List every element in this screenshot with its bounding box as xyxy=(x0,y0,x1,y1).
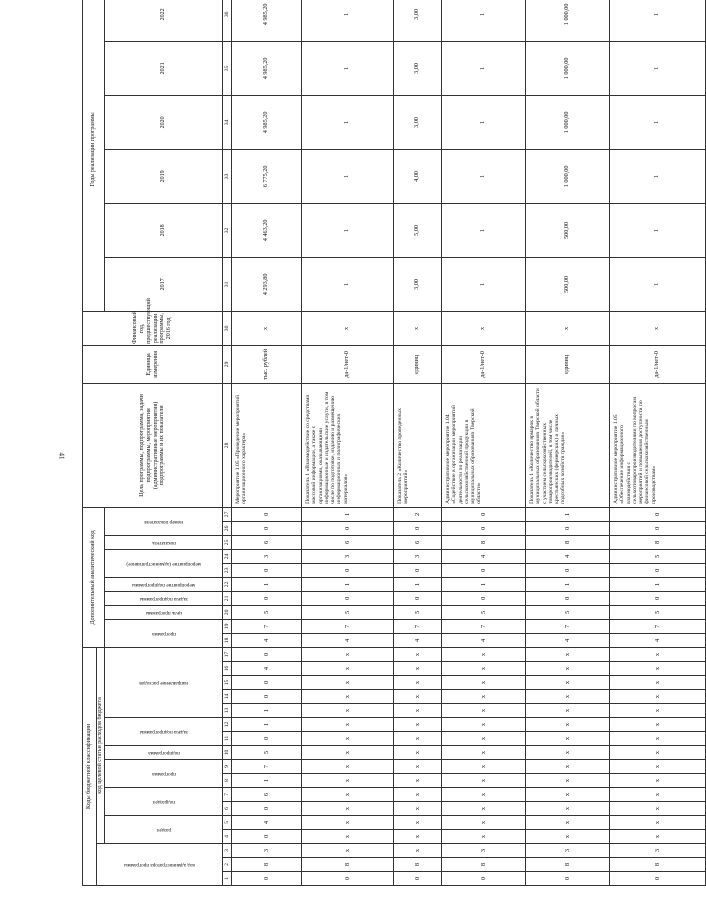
code-digit: 4 xyxy=(394,633,442,647)
code-digit: 0 xyxy=(394,591,442,605)
code-digit: х xyxy=(302,704,394,718)
row-fin-year: х xyxy=(526,311,610,345)
code-digit: х xyxy=(394,844,442,858)
code-digit: х xyxy=(526,690,610,704)
task-header: задача подпрограммы xyxy=(105,718,223,746)
code-digit: х xyxy=(394,760,442,774)
column-number: 36 xyxy=(223,0,232,41)
code-digit: 0 xyxy=(232,676,302,690)
code-digit: х xyxy=(526,647,610,661)
code-digit: 7 xyxy=(394,619,442,633)
column-number: 30 xyxy=(223,311,232,345)
code-digit: 3 xyxy=(232,549,302,563)
code-digit: х xyxy=(394,816,442,830)
row-unit: да-1/нет-0 xyxy=(610,345,706,383)
column-number: 21 xyxy=(223,591,232,605)
code-digit: 4 xyxy=(232,662,302,676)
code-digit: 0 xyxy=(232,507,302,521)
code-digit: х xyxy=(394,746,442,760)
rotated-scan-page xyxy=(82,3,662,886)
row-description: Показатель 1 «Количество ярмарок в муниципальных образованиях Тверской области с участием сельскохозяйственных товаропроизводителей, в том числе крестьянских (фермерских) и личных подсобных хозяйств граждан» xyxy=(526,383,610,507)
column-number: 4 xyxy=(223,830,232,844)
code-digit: 8 xyxy=(442,535,526,549)
code-digit: 4 xyxy=(526,633,610,647)
column-number: 24 xyxy=(223,549,232,563)
row-year-value: 1 xyxy=(610,95,706,149)
row-fin-year: х xyxy=(610,311,706,345)
code-digit: 5 xyxy=(302,605,394,619)
code-digit: х xyxy=(610,774,706,788)
column-number: 16 xyxy=(223,662,232,676)
code-digit: 0 xyxy=(232,872,302,886)
code-digit: х xyxy=(442,647,526,661)
year-header: 2018 xyxy=(105,203,223,257)
column-number: 25 xyxy=(223,535,232,549)
year-header: 2021 xyxy=(105,41,223,95)
an-event-header: мероприятие подпрограммы xyxy=(105,577,223,591)
code-digit: 0 xyxy=(442,521,526,535)
table-row xyxy=(610,0,706,886)
row-year-value: 3,00 xyxy=(394,257,442,311)
code-digit: х xyxy=(302,802,394,816)
row-year-value: 1 xyxy=(442,203,526,257)
code-digit: х xyxy=(442,704,526,718)
table-row xyxy=(442,0,526,886)
code-digit: 3 xyxy=(302,549,394,563)
code-digit: 4 xyxy=(232,816,302,830)
column-number: 32 xyxy=(223,203,232,257)
unit-header: Единица измерения xyxy=(83,345,223,383)
row-year-value: 1 xyxy=(610,257,706,311)
code-digit: 0 xyxy=(232,521,302,535)
code-digit: 0 xyxy=(526,563,610,577)
row-year-value: 500,00 xyxy=(526,257,610,311)
code-digit: х xyxy=(394,676,442,690)
row-year-value: 1 xyxy=(610,149,706,203)
code-digit: 4 xyxy=(232,633,302,647)
code-digit: 1 xyxy=(232,774,302,788)
target-item-header: код целевой статьи расходов бюджета xyxy=(97,647,105,843)
code-digit: х xyxy=(526,774,610,788)
code-digit: х xyxy=(442,816,526,830)
column-number: 22 xyxy=(223,577,232,591)
row-year-value: 5,00 xyxy=(394,203,442,257)
code-digit: 5 xyxy=(232,746,302,760)
row-year-value: 1 xyxy=(302,95,394,149)
code-digit: х xyxy=(526,746,610,760)
code-digit: 0 xyxy=(232,830,302,844)
code-digit: 0 xyxy=(442,507,526,521)
code-digit: х xyxy=(394,662,442,676)
row-year-value: 4 985,20 xyxy=(232,41,302,95)
code-digit: 1 xyxy=(526,577,610,591)
column-number: 11 xyxy=(223,732,232,746)
row-year-value: 1 xyxy=(442,41,526,95)
row-year-value: 1 xyxy=(302,203,394,257)
column-number: 23 xyxy=(223,563,232,577)
an-indicator-num-header: номер показателя xyxy=(105,507,223,535)
code-digit: х xyxy=(610,746,706,760)
row-year-value: 1 xyxy=(442,95,526,149)
year-header: 2017 xyxy=(105,257,223,311)
code-digit: 8 xyxy=(526,535,610,549)
code-digit: 1 xyxy=(394,577,442,591)
code-digit: 0 xyxy=(610,521,706,535)
code-digit: 7 xyxy=(232,619,302,633)
code-digit: 8 xyxy=(394,858,442,872)
code-digit: 1 xyxy=(610,577,706,591)
code-digit: х xyxy=(302,746,394,760)
code-digit: х xyxy=(302,718,394,732)
code-digit: 3 xyxy=(394,549,442,563)
row-year-value: 3,00 xyxy=(394,95,442,149)
code-digit: 8 xyxy=(442,858,526,872)
column-number: 34 xyxy=(223,95,232,149)
code-digit: 0 xyxy=(232,690,302,704)
row-description: Административное мероприятие 1.05 «Обеспечение информационного взаимодействия с сельхозтоваропроизводителями по вопросам мероприятий и повышения доступности по финансовой сельскохозяйственным производствам» xyxy=(610,383,706,507)
code-digit: 7 xyxy=(610,619,706,633)
code-digit: 5 xyxy=(526,605,610,619)
code-digit: х xyxy=(442,690,526,704)
code-digit: 0 xyxy=(232,647,302,661)
code-digit: х xyxy=(526,704,610,718)
code-digit: х xyxy=(526,676,610,690)
code-digit: х xyxy=(610,760,706,774)
code-digit: 4 xyxy=(610,633,706,647)
code-digit: 0 xyxy=(610,507,706,521)
column-number: 12 xyxy=(223,718,232,732)
column-number: 5 xyxy=(223,816,232,830)
code-digit: 1 xyxy=(232,718,302,732)
column-number: 20 xyxy=(223,605,232,619)
code-digit: 0 xyxy=(232,732,302,746)
year-header: 2022 xyxy=(105,0,223,41)
row-unit: тыс. рублей xyxy=(232,345,302,383)
row-year-value: 3,00 xyxy=(394,41,442,95)
row-year-value: 4 985,20 xyxy=(232,95,302,149)
code-digit: 0 xyxy=(302,563,394,577)
row-year-value: 4 985,20 xyxy=(232,0,302,41)
code-digit: х xyxy=(442,732,526,746)
row-year-value: 500,00 xyxy=(526,203,610,257)
code-digit: х xyxy=(302,690,394,704)
an-program-header: программа xyxy=(105,619,223,647)
code-digit: х xyxy=(394,788,442,802)
code-digit: х xyxy=(302,662,394,676)
code-digit: 1 xyxy=(232,577,302,591)
table-row xyxy=(302,0,394,886)
code-digit: х xyxy=(610,816,706,830)
code-digit: 8 xyxy=(526,858,610,872)
column-number: 6 xyxy=(223,802,232,816)
row-year-value: 1 xyxy=(610,0,706,41)
column-number: 18 xyxy=(223,633,232,647)
code-digit: 6 xyxy=(302,535,394,549)
column-number: 19 xyxy=(223,619,232,633)
code-digit: х xyxy=(302,830,394,844)
column-number: 35 xyxy=(223,41,232,95)
code-digit: 1 xyxy=(442,577,526,591)
expense-direction-header: направление расходов xyxy=(105,647,223,717)
code-digit: х xyxy=(526,802,610,816)
code-digit: х xyxy=(442,662,526,676)
row-year-value: 1 000,00 xyxy=(526,95,610,149)
code-digit: 0 xyxy=(394,521,442,535)
code-digit: 4 xyxy=(302,633,394,647)
column-number: 17 xyxy=(223,647,232,661)
column-number: 31 xyxy=(223,257,232,311)
row-description: Мероприятие 1.05 «Проведение мероприятий организационного характера» xyxy=(232,383,302,507)
code-digit: 0 xyxy=(442,872,526,886)
row-year-value: 1 xyxy=(302,257,394,311)
row-year-value: 4,00 xyxy=(394,149,442,203)
row-unit: да-1/нет-0 xyxy=(442,345,526,383)
code-digit: 0 xyxy=(442,591,526,605)
code-digit: 5 xyxy=(394,605,442,619)
column-number: 28 xyxy=(223,383,232,507)
code-digit: х xyxy=(610,718,706,732)
code-digit: 0 xyxy=(232,591,302,605)
column-number: 9 xyxy=(223,760,232,774)
an-admin-event-header: мероприятие (административное) xyxy=(105,549,223,577)
table-row xyxy=(232,0,302,886)
row-description: Показатель 2 «Количество проведенных мероприятий» xyxy=(394,383,442,507)
code-digit: 1 xyxy=(302,577,394,591)
code-digit: 5 xyxy=(232,605,302,619)
row-year-value: 1 xyxy=(442,257,526,311)
code-digit: х xyxy=(526,830,610,844)
column-number: 29 xyxy=(223,345,232,383)
program-header: программа xyxy=(105,760,223,788)
code-digit: х xyxy=(394,830,442,844)
code-digit: 3 xyxy=(610,844,706,858)
code-digit: х xyxy=(526,816,610,830)
code-digit: х xyxy=(442,676,526,690)
column-number: 10 xyxy=(223,746,232,760)
code-digit: 8 xyxy=(232,858,302,872)
code-digit: х xyxy=(610,690,706,704)
code-digit: х xyxy=(442,718,526,732)
table-row xyxy=(394,0,442,886)
column-number: 15 xyxy=(223,676,232,690)
code-digit: х xyxy=(394,802,442,816)
admin-code-header: код администратора программы xyxy=(97,844,223,886)
code-digit: 0 xyxy=(526,872,610,886)
code-digit: 7 xyxy=(442,619,526,633)
code-digit: х xyxy=(526,732,610,746)
code-digit: х xyxy=(526,718,610,732)
code-digit: 5 xyxy=(442,605,526,619)
code-digit: х xyxy=(442,774,526,788)
code-digit: х xyxy=(394,704,442,718)
code-digit: х xyxy=(302,732,394,746)
row-unit: единиц xyxy=(526,345,610,383)
column-number: 27 xyxy=(223,507,232,521)
code-digit: 1 xyxy=(302,507,394,521)
row-fin-year: х xyxy=(394,311,442,345)
code-digit: 0 xyxy=(302,591,394,605)
code-digit: х xyxy=(442,802,526,816)
column-number: 26 xyxy=(223,521,232,535)
code-digit: х xyxy=(302,844,394,858)
code-digit: 0 xyxy=(442,563,526,577)
years-header: Годы реализации программы xyxy=(83,0,105,311)
code-digit: х xyxy=(526,788,610,802)
code-digit: х xyxy=(302,816,394,830)
code-digit: 4 xyxy=(442,633,526,647)
code-digit: 0 xyxy=(526,591,610,605)
code-digit: х xyxy=(302,676,394,690)
code-digit: 0 xyxy=(394,563,442,577)
analytic-code-header: Дополнительный аналитический код xyxy=(83,507,105,647)
code-digit: х xyxy=(610,788,706,802)
goals-header: Цель программы, подпрограмма, задачи подпрограммы, мероприятия (административные мероприятия) подпрограммы и их показатели xyxy=(83,383,223,507)
code-digit: 7 xyxy=(232,760,302,774)
code-digit: 0 xyxy=(610,872,706,886)
code-digit: х xyxy=(302,647,394,661)
column-number: 2 xyxy=(223,858,232,872)
code-digit: 0 xyxy=(302,521,394,535)
code-digit: х xyxy=(442,746,526,760)
code-digit: 5 xyxy=(610,605,706,619)
row-year-value: 4 463,20 xyxy=(232,203,302,257)
code-digit: х xyxy=(394,732,442,746)
code-digit: 6 xyxy=(232,535,302,549)
code-digit: 0 xyxy=(302,872,394,886)
fin-year-header: Финансовый год, предшествующий реализации программы, 2016 год xyxy=(83,311,223,345)
column-number: 33 xyxy=(223,149,232,203)
table-row xyxy=(526,0,610,886)
code-digit: х xyxy=(610,662,706,676)
code-digit: 0 xyxy=(610,591,706,605)
code-digit: х xyxy=(610,732,706,746)
code-digit: х xyxy=(394,774,442,788)
code-digit: 0 xyxy=(526,521,610,535)
column-number: 14 xyxy=(223,690,232,704)
code-digit: 0 xyxy=(232,802,302,816)
code-digit: х xyxy=(610,676,706,690)
code-digit: х xyxy=(394,690,442,704)
code-digit: 0 xyxy=(610,563,706,577)
row-year-value: 1 xyxy=(302,149,394,203)
code-digit: 7 xyxy=(526,619,610,633)
code-digit: 1 xyxy=(232,704,302,718)
an-task-header: задача подпрограммы xyxy=(105,591,223,605)
code-digit: 2 xyxy=(394,507,442,521)
code-digit: х xyxy=(442,788,526,802)
code-digit: 0 xyxy=(394,872,442,886)
section-header: раздел xyxy=(105,816,223,844)
row-fin-year: х xyxy=(302,311,394,345)
code-digit: 3 xyxy=(232,844,302,858)
code-digit: х xyxy=(442,830,526,844)
code-digit: х xyxy=(610,830,706,844)
row-description: Показатель 1 «Взаимодействие со средствами массовой информации, а также с организациями, оказывающими информационные и издательские услуги, в том числе по подготовке, изданию и размещению информационных и полиграфических материалов» xyxy=(302,383,394,507)
code-digit: х xyxy=(302,774,394,788)
code-digit: 7 xyxy=(302,619,394,633)
code-digit: 5 xyxy=(610,549,706,563)
row-year-value: 3,00 xyxy=(394,0,442,41)
code-digit: 1 xyxy=(526,507,610,521)
code-digit: х xyxy=(526,760,610,774)
code-digit: 3 xyxy=(442,844,526,858)
subsection-header: подраздел xyxy=(105,788,223,816)
column-number: 7 xyxy=(223,788,232,802)
code-digit: х xyxy=(442,760,526,774)
code-digit: х xyxy=(302,760,394,774)
row-fin-year: х xyxy=(442,311,526,345)
code-digit: 3 xyxy=(526,844,610,858)
row-year-value: 1 000,00 xyxy=(526,149,610,203)
row-year-value: 6 775,20 xyxy=(232,149,302,203)
row-year-value: 1 xyxy=(442,149,526,203)
column-number: 8 xyxy=(223,774,232,788)
code-digit: х xyxy=(610,802,706,816)
year-header: 2019 xyxy=(105,149,223,203)
subprogram-header: подпрограмма xyxy=(105,746,223,760)
page-number: 41 xyxy=(57,452,66,460)
code-digit: 8 xyxy=(610,858,706,872)
code-digit: х xyxy=(610,704,706,718)
code-digit: х xyxy=(394,718,442,732)
code-digit: х xyxy=(526,662,610,676)
row-unit: да-1/нет-0 xyxy=(302,345,394,383)
row-year-value: 1 xyxy=(302,0,394,41)
code-digit: 4 xyxy=(442,549,526,563)
code-digit: 8 xyxy=(610,535,706,549)
row-year-value: 1 xyxy=(610,203,706,257)
code-digit: 0 xyxy=(232,563,302,577)
column-number: 3 xyxy=(223,844,232,858)
code-digit: х xyxy=(302,788,394,802)
row-year-value: 4 293,80 xyxy=(232,257,302,311)
row-fin-year: х xyxy=(232,311,302,345)
code-digit: 8 xyxy=(302,858,394,872)
budget-class-header: Коды бюджетной классификации xyxy=(83,647,97,885)
year-header: 2020 xyxy=(105,95,223,149)
code-digit: 6 xyxy=(394,535,442,549)
row-year-value: 1 xyxy=(302,41,394,95)
row-year-value: 1 000,00 xyxy=(526,41,610,95)
row-year-value: 1 xyxy=(442,0,526,41)
code-digit: х xyxy=(394,647,442,661)
column-number: 1 xyxy=(223,872,232,886)
an-indicator-header: показатель xyxy=(105,535,223,549)
program-indicators-table xyxy=(82,0,706,886)
an-goal-header: цель программы xyxy=(105,605,223,619)
row-unit: единиц xyxy=(394,345,442,383)
code-digit: х xyxy=(610,647,706,661)
row-year-value: 1 xyxy=(610,41,706,95)
code-digit: 4 xyxy=(526,549,610,563)
row-description: Административное мероприятие 1.04 «Содействие в организации мероприятий деятельности по реализации сельскохозяйственной продукции в муниципальных образованиях Тверской области» xyxy=(442,383,526,507)
row-year-value: 1 000,00 xyxy=(526,0,610,41)
column-number: 13 xyxy=(223,704,232,718)
code-digit: 6 xyxy=(232,788,302,802)
